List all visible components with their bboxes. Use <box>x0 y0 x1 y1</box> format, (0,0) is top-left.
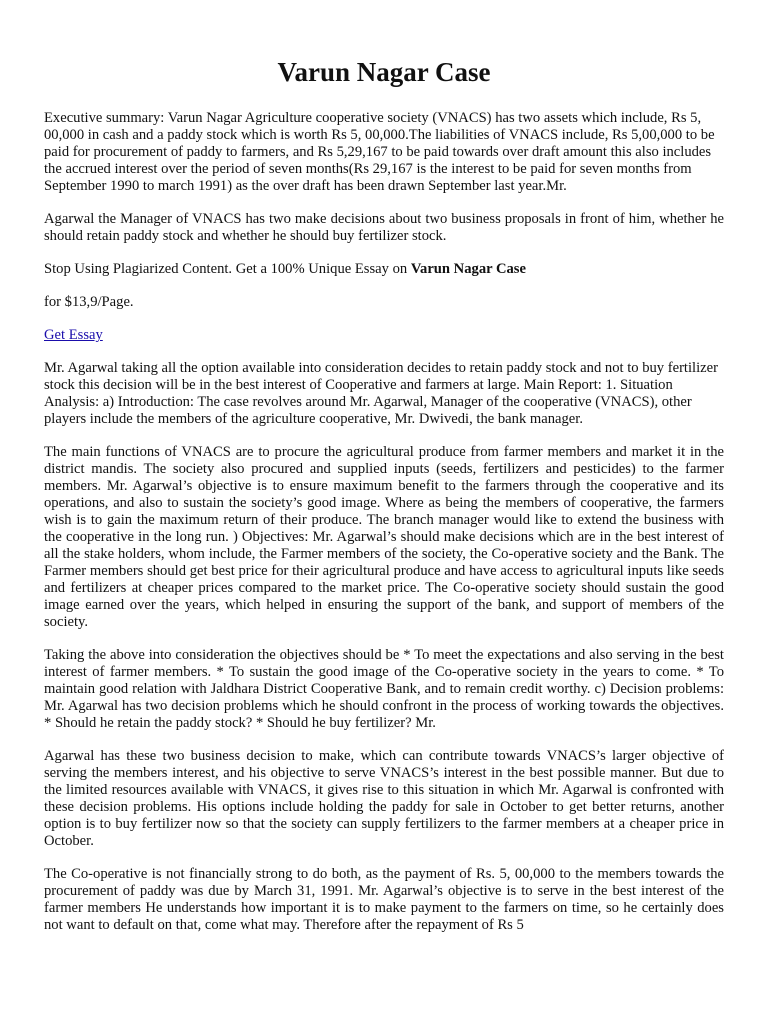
page-title: Varun Nagar Case <box>277 57 491 87</box>
promo-text <box>44 261 724 278</box>
paragraph-financial-position: The Co-operative is not financially strong to do both, as the payment of Rs. 5, 00,000 to the members towards the procurement of paddy was due by March 31, 1991. Mr. Agarwal’s objective is to serve in the best interest of the farmer members He understands how important it is to make payment to the farmers on time, so he certainly does not want to default on that, come what may. Therefore after the repayment of Rs 5 <box>44 866 724 934</box>
promo-prefix: Stop Using Plagiarized Content. Get a 100% Unique Essay on <box>44 261 411 278</box>
paragraph-decision-problems: Agarwal has these two business decision to make, which can contribute towards VNACS’s larger objective of serving the members interest, and his objective to serve VNACS’s interest in the best possible manner. But due to the limited resources available with VNACS, it gives rise to this situation in which Mr. Agarwal is confronted with these decision problems. His options include holding the paddy for sale in October to get better returns, another option is to buy fertilizer now so that the society can supply fertilizers to the farmer members at a cheaper price in October. <box>44 748 724 850</box>
paragraph-situation-analysis: Mr. Agarwal taking all the option available into consideration decides to retain paddy stock and not to buy fertilizer stock this decision will be in the best interest of Cooperative and farmers at large. Main Report: 1. Situation Analysis: a) Introduction: The case revolves around Mr. Agarwal, Manager of the cooperative (VNACS), other players include the members of the agriculture cooperative, Mr. Dwivedi, the bank manager. <box>44 360 718 428</box>
price-text: for $13,9/Page. <box>44 294 134 311</box>
get-essay-row <box>44 327 724 344</box>
paragraph-objectives: Taking the above into consideration the objectives should be * To meet the expectations and also serving in the best interest of farmer members. * To sustain the good image of the Co-operative society in the years to come. * To maintain good relation with Jaldhara District Cooperative Bank, and to remain credit worthy. c) Decision problems: Mr. Agarwal has two decision problems which he should confront in the process of working towards the objectives. * Should he retain the paddy stock? * Should he buy fertilizer? Mr. <box>44 647 724 732</box>
paragraph-executive-summary: Executive summary: Varun Nagar Agriculture cooperative society (VNACS) has two assets which include, Rs 5, 00,000 in cash and a paddy stock which is worth Rs 5, 00,000.The liabilities of VNACS include, Rs 5,00,000 to be paid for procurement of paddy to farmers, and Rs 5,29,167 to be paid towards over draft amount this also includes the accrued interest over the period of seven months(Rs 29,167 is the interest to be paid for seven months from September 1990 to march 1991) as the over draft has been drawn September last year.Mr. <box>44 110 715 195</box>
promo-title: Varun Nagar Case <box>410 261 526 278</box>
paragraph-main-functions: The main functions of VNACS are to procure the agricultural produce from farmer members and market it in the district mandis. The society also procured and supplied inputs (seeds, fertilizers and pesticides) to the farmer members. Mr. Agarwal’s objective is to ensure maximum benefit to the farmers through the cooperative and its operations, and also to sustain the society’s good image. Where as being the members of cooperative, the farmers wish is to gain the maximum return of their produce. The branch manager would like to extend the business with the cooperative in the long run. ) Objectives: Mr. Agarwal’s should make decisions which are in the best interest of all the stake holders, whom include, the Farmer members of the society, the Co-operative society and the Bank. The Farmer members should get best price for their agricultural produce and have access to agricultural inputs like seeds and fertilizers at cheaper prices compared to the market price. The Co-operative society should sustain the good image earned over the years, which helped in ensuring the support of the bank, and support of members of the society. <box>44 444 724 631</box>
get-essay-link[interactable]: Get Essay <box>44 327 103 344</box>
paragraph-agarwal-decisions: Agarwal the Manager of VNACS has two make decisions about two business proposals in front of him, whether he should retain paddy stock and whether he should buy fertilizer stock. <box>44 211 724 245</box>
